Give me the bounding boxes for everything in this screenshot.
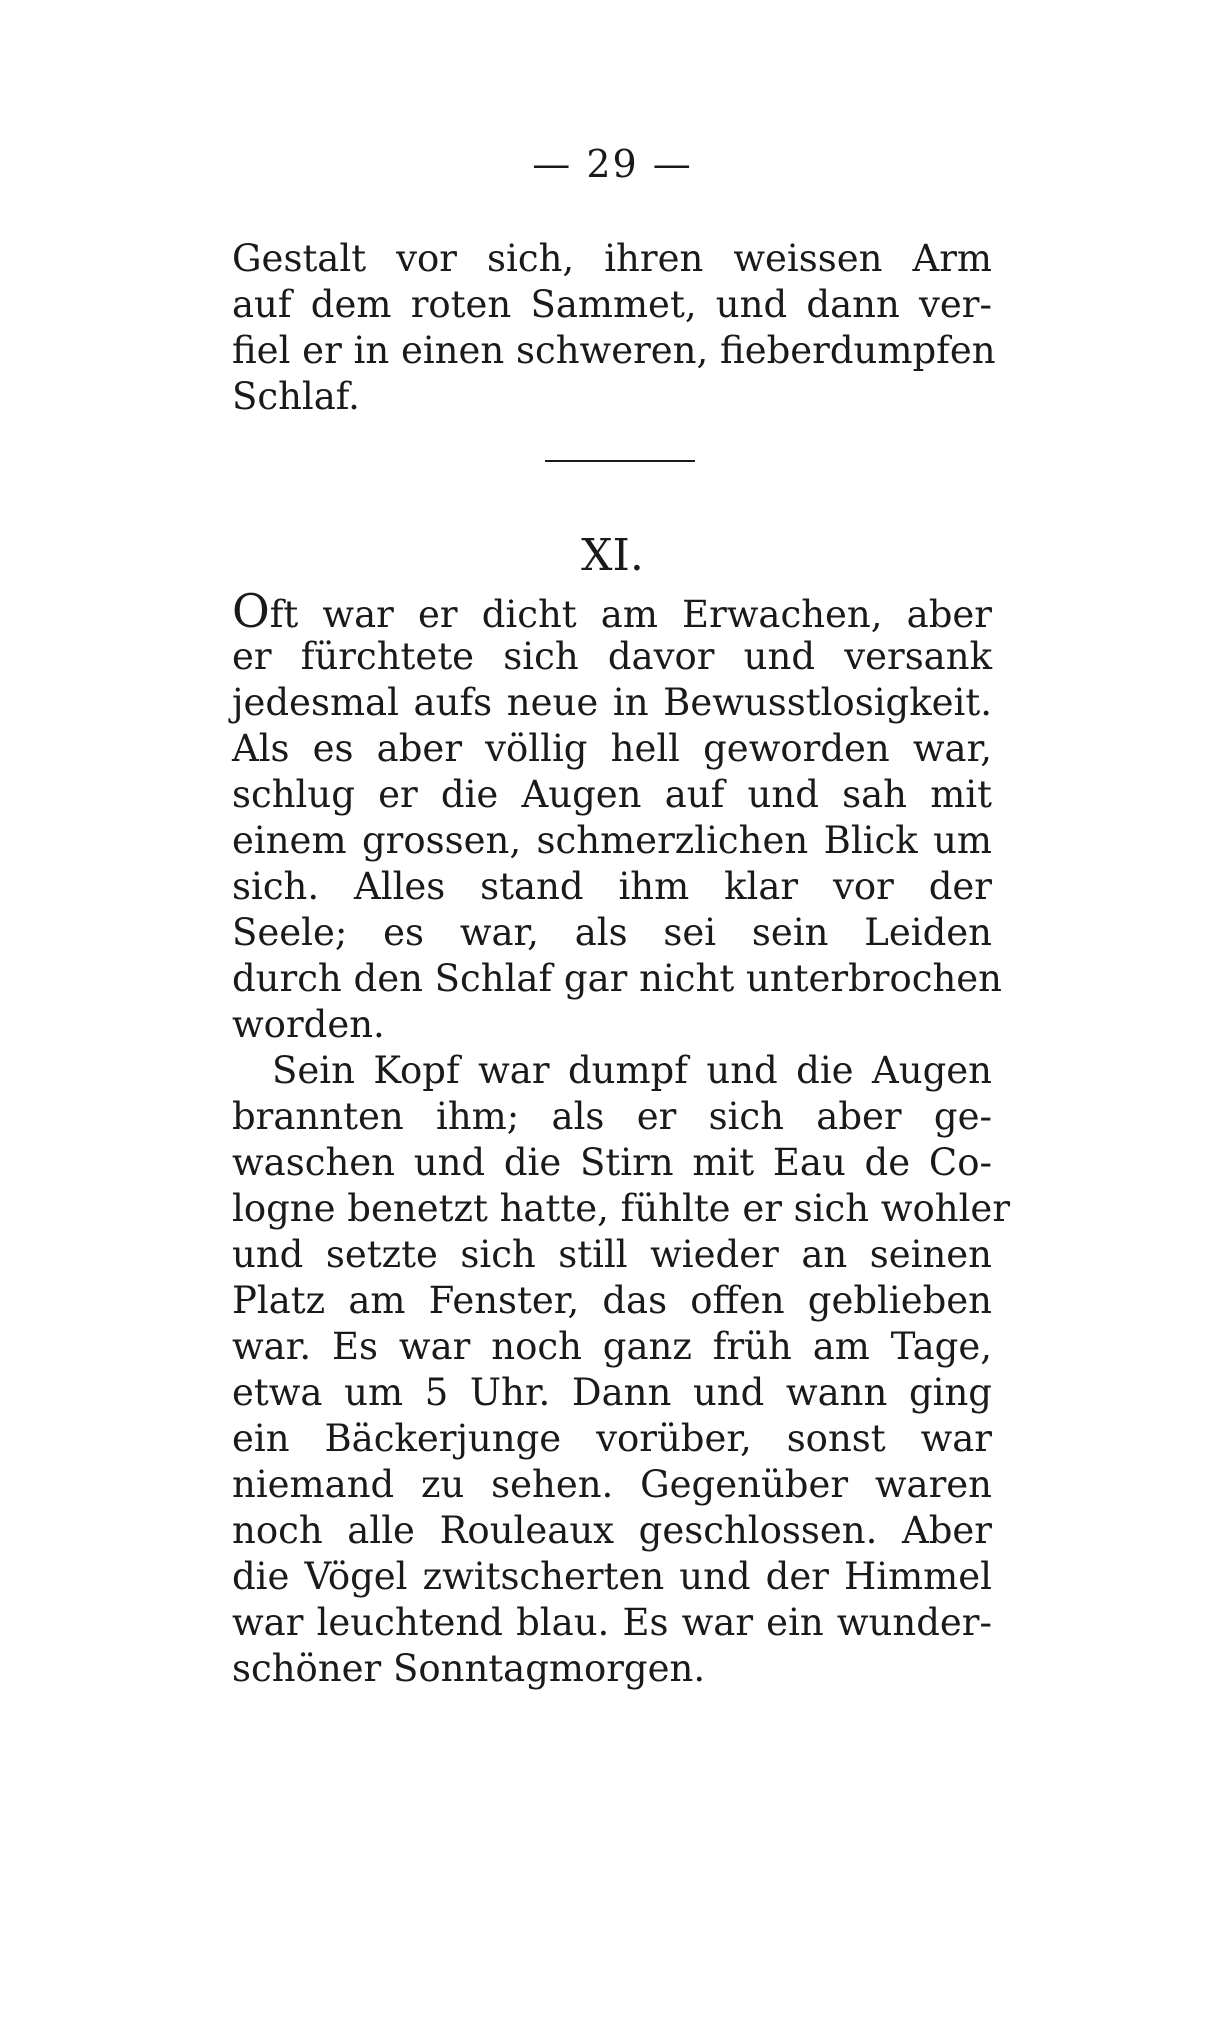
text-line: brannten ihm; als er sich aber ge- xyxy=(232,1095,992,1138)
text-line: war. Es war noch ganz früh am Tage, xyxy=(232,1325,992,1368)
text-line: jedesmal aufs neue in Bewusstlosigkeit. xyxy=(232,681,992,724)
text-line: er fürchtete sich davor und versank xyxy=(232,635,992,678)
text-line: etwa um 5 Uhr. Dann und wann ging xyxy=(232,1371,992,1414)
text-line: Sein Kopf war dumpf und die Augen xyxy=(272,1049,992,1092)
text-line: durch den Schlaf gar nicht unterbrochen xyxy=(232,957,1003,1000)
text-line: Platz am Fenster, das offen geblieben xyxy=(232,1279,992,1322)
text-line: niemand zu sehen. Gegenüber waren xyxy=(232,1463,992,1506)
text-line: Gestalt vor sich, ihren weissen Arm xyxy=(232,237,992,280)
text-line: Als es aber völlig hell geworden war, xyxy=(232,727,992,770)
initial-letter: O xyxy=(232,584,270,638)
page-number: — 29 — xyxy=(532,142,693,186)
text-line: schöner Sonntagmorgen. xyxy=(232,1647,706,1690)
chapter-heading: XI. xyxy=(581,530,644,581)
text-line: worden. xyxy=(232,1003,385,1046)
text-line: war leuchtend blau. Es war ein wunder- xyxy=(232,1601,992,1644)
text-line: Seele; es war, als sei sein Leiden xyxy=(232,911,992,954)
text-line: einem grossen, schmerzlichen Blick um xyxy=(232,819,992,862)
chapter-body xyxy=(232,584,1011,1692)
text-line: sich. Alles stand ihm klar vor der xyxy=(232,865,992,908)
text-line: schlug er die Augen auf und sah mit xyxy=(232,773,992,816)
text-line: die Vögel zwitscherten und der Himmel xyxy=(232,1555,992,1598)
text-line: und setzte sich still wieder an seinen xyxy=(232,1233,992,1276)
text-line: ein Bäckerjunge vorüber, sonst war xyxy=(232,1417,992,1460)
text-line: waschen und die Stirn mit Eau de Co- xyxy=(232,1141,992,1184)
text-line: auf dem roten Sammet, und dann ver- xyxy=(232,283,992,326)
continued-paragraph xyxy=(232,236,996,420)
text-line: Schlaf. xyxy=(232,375,360,418)
text-line: logne benetzt hatte, fühlte er sich wohler xyxy=(232,1187,1011,1230)
first-line-text: ft war er dicht am Erwachen, aber xyxy=(269,593,992,636)
section-divider xyxy=(545,460,695,462)
text-line: fiel er in einen schweren, fieberdumpfen xyxy=(232,329,996,372)
text-line-first xyxy=(232,584,992,638)
text-line: noch alle Rouleaux geschlossen. Aber xyxy=(232,1509,992,1552)
